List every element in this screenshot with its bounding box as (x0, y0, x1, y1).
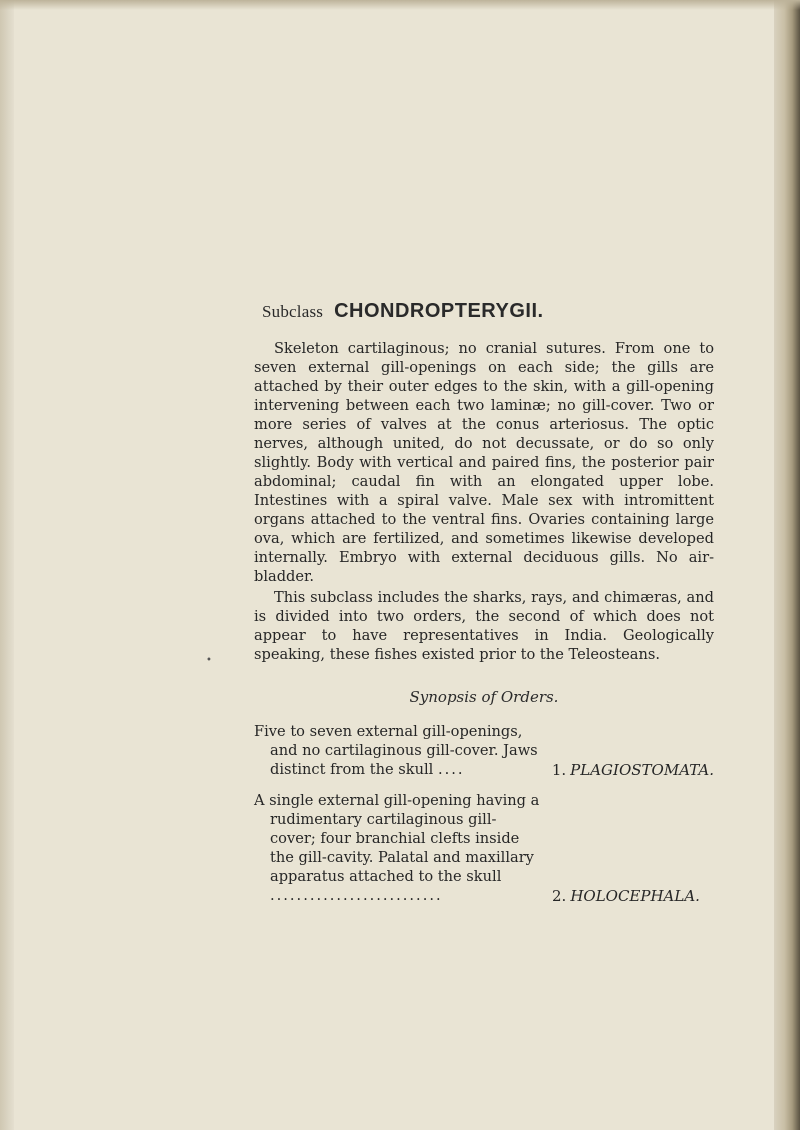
description-paragraph: Skeleton cartilaginous; no cranial sutures. From one to seven external gill-openings on each side; the gills are attached by their outer edges to the skin, with a gill-opening intervening between each two laminæ; no gill-cover. Two or more series of valves at the conus arteriosus. The optic nerves, although united, do not decussate, or do so only slightly. Body with vertical and paired fins, the posterior pair abdominal; caudal fin with an elongated upper lobe. Intestines with a spiral valve. Male sex with intromittent organs attached to the ventral fins. Ovaries containing large ova, which are fertilized, and sometimes likewise developed internally. Embryo with external deciduous gills. No air-bladder. (254, 340, 714, 585)
synopsis-entry-description (254, 722, 542, 779)
dot-leader: .......................... (270, 887, 443, 904)
dot-leader: .... (438, 761, 465, 778)
order-number: 2. (552, 887, 567, 905)
scope-paragraph: This subclass includes the sharks, rays, and chimæras, and is divided into two orders, the second of which does not appear to have representatives in India. Geologically speaking, these fishes existed prior to the Teleosteans. (254, 589, 714, 663)
order-name: PLAGIOSTOMATA. (570, 761, 714, 779)
margin-mark: • (206, 655, 212, 666)
subclass-name: CHONDROPTERYGII. (334, 300, 544, 322)
page-content (254, 300, 714, 917)
order-name: HOLOCEPHALA. (570, 887, 700, 905)
page-top-shadow (0, 0, 800, 10)
subclass-heading (262, 300, 714, 323)
synopsis-entry-description (254, 791, 542, 905)
synopsis-entry-order (542, 887, 714, 905)
order-number: 1. (551, 761, 567, 779)
synopsis-title: Synopsis of Orders. (409, 688, 559, 706)
synopsis-entry-order (542, 761, 714, 779)
page-right-edge (774, 0, 800, 1130)
page-left-edge (0, 0, 14, 1130)
synopsis-entry-text: A single external gill-opening having a rudimentary cartilaginous gill-cover; four branchial clefts inside the gill-cavity. Palatal and maxillary apparatus attached to the skull (254, 792, 540, 885)
synopsis-entry-text: Five to seven external gill-openings, and no cartilaginous gill-cover. Jaws distinct from the skull (254, 723, 538, 778)
subclass-label: Subclass (262, 302, 324, 321)
synopsis-entry (254, 722, 714, 779)
synopsis-entry (254, 791, 714, 905)
